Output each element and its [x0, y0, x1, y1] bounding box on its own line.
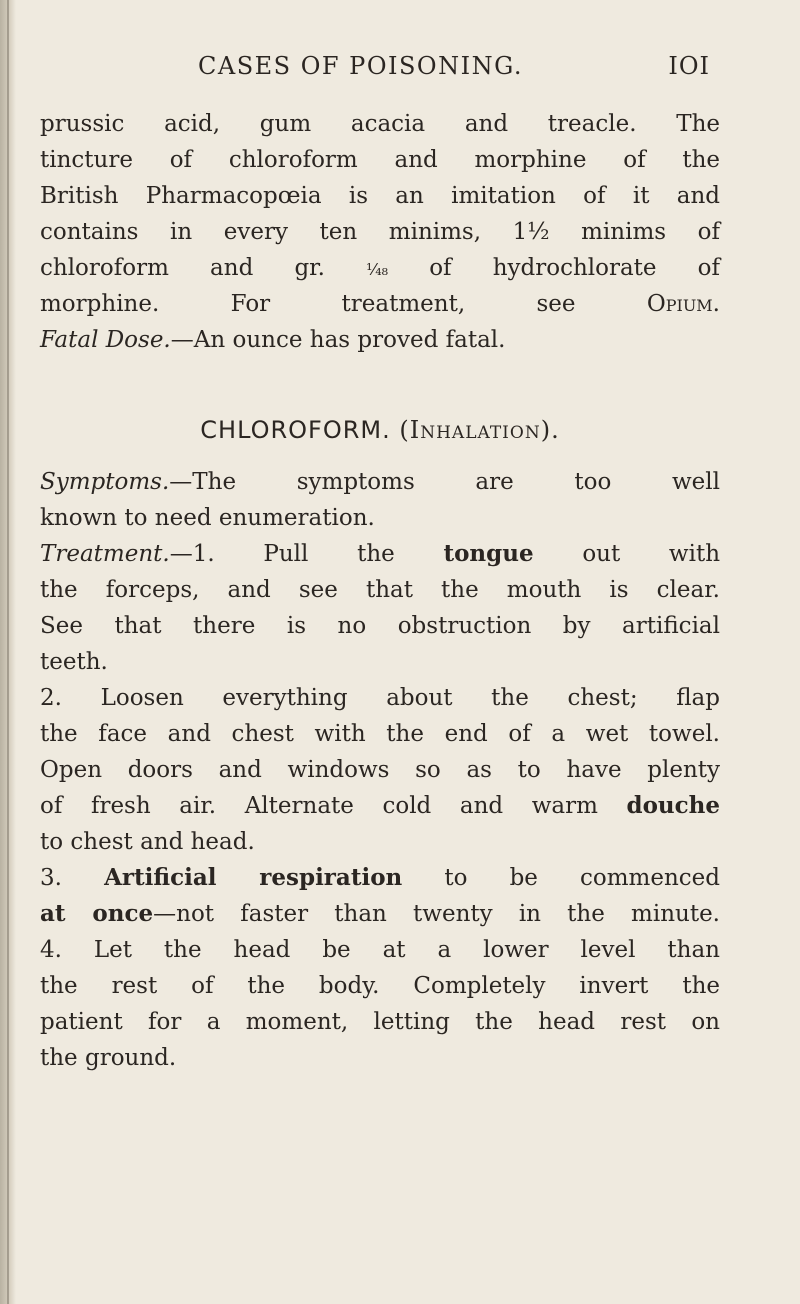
body-line: [40, 896, 720, 932]
body-line: known to need enumeration.: [40, 505, 375, 531]
emphasis-douche: douche: [626, 792, 721, 819]
treatment-label: Treatment.: [40, 541, 170, 567]
body-line: patient for a moment, letting the head rest on: [40, 1009, 720, 1035]
symptoms-label: Symptoms.: [40, 469, 170, 495]
cross-reference-opium: Opium.: [646, 291, 720, 317]
body-line: teeth.: [40, 649, 108, 675]
body-line: [40, 788, 720, 824]
fatal-dose-text: —An ounce has proved fatal.: [170, 327, 506, 353]
body-line: 4. Let the head be at a lower level than: [40, 937, 720, 963]
fraction: ¹⁄₄₈: [366, 260, 389, 279]
body-line: to chest and head.: [40, 829, 255, 855]
page-number: IOI: [668, 52, 710, 80]
treatment-line: [40, 536, 720, 572]
page-header: [190, 52, 710, 88]
emphasis-tongue: tongue: [443, 540, 534, 567]
section-heading: [40, 416, 720, 444]
text-run: out with: [582, 541, 721, 567]
emphasis-artificial-respiration: Artificial respiration: [104, 864, 403, 891]
body-line: tincture of chloroform and morphine of the: [40, 147, 720, 173]
body-line: the forceps, and see that the mouth is clear.: [40, 577, 720, 603]
emphasis-at-once: at once: [40, 900, 154, 927]
text-run: —The symptoms are too well: [169, 469, 720, 495]
running-head: CASES OF POISONING.: [198, 52, 524, 80]
text-run: morphine. For treatment, see: [40, 291, 576, 317]
body-line: the ground.: [40, 1045, 177, 1071]
symptoms-line: [40, 464, 720, 500]
fatal-dose-label: Fatal Dose.: [40, 327, 171, 353]
body-line: [40, 250, 720, 286]
text-run: of hydrochlorate of: [429, 255, 721, 281]
text-run: chloroform and gr.: [40, 255, 325, 281]
text-run: —1. Pull the: [169, 541, 395, 567]
body-line: [40, 286, 720, 322]
section-subtitle: (Inhalation).: [399, 416, 560, 444]
page-gutter-line: [7, 0, 9, 1304]
fatal-dose-line: [40, 322, 720, 358]
body-line: the rest of the body. Completely invert the: [40, 973, 720, 999]
body-line: Open doors and windows so as to have plenty: [40, 757, 720, 783]
body-line: the face and chest with the end of a wet towel.: [40, 721, 720, 747]
page-body: [40, 106, 720, 1076]
body-line: See that there is no obstruction by artificial: [40, 613, 720, 639]
body-line: prussic acid, gum acacia and treacle. The: [40, 111, 720, 137]
body-line: [40, 860, 720, 896]
text-run: 3.: [40, 865, 62, 891]
body-line: British Pharmacopœia is an imitation of it and: [40, 183, 720, 209]
text-run: to be commenced: [444, 865, 720, 891]
section-title: CHLOROFORM.: [200, 416, 391, 444]
body-line: contains in every ten minims, 1½ minims of: [40, 219, 720, 245]
body-line: 2. Loosen everything about the chest; flap: [40, 685, 720, 711]
text-run: —not faster than twenty in the minute.: [153, 901, 720, 927]
text-run: of fresh air. Alternate cold and warm: [40, 793, 598, 819]
